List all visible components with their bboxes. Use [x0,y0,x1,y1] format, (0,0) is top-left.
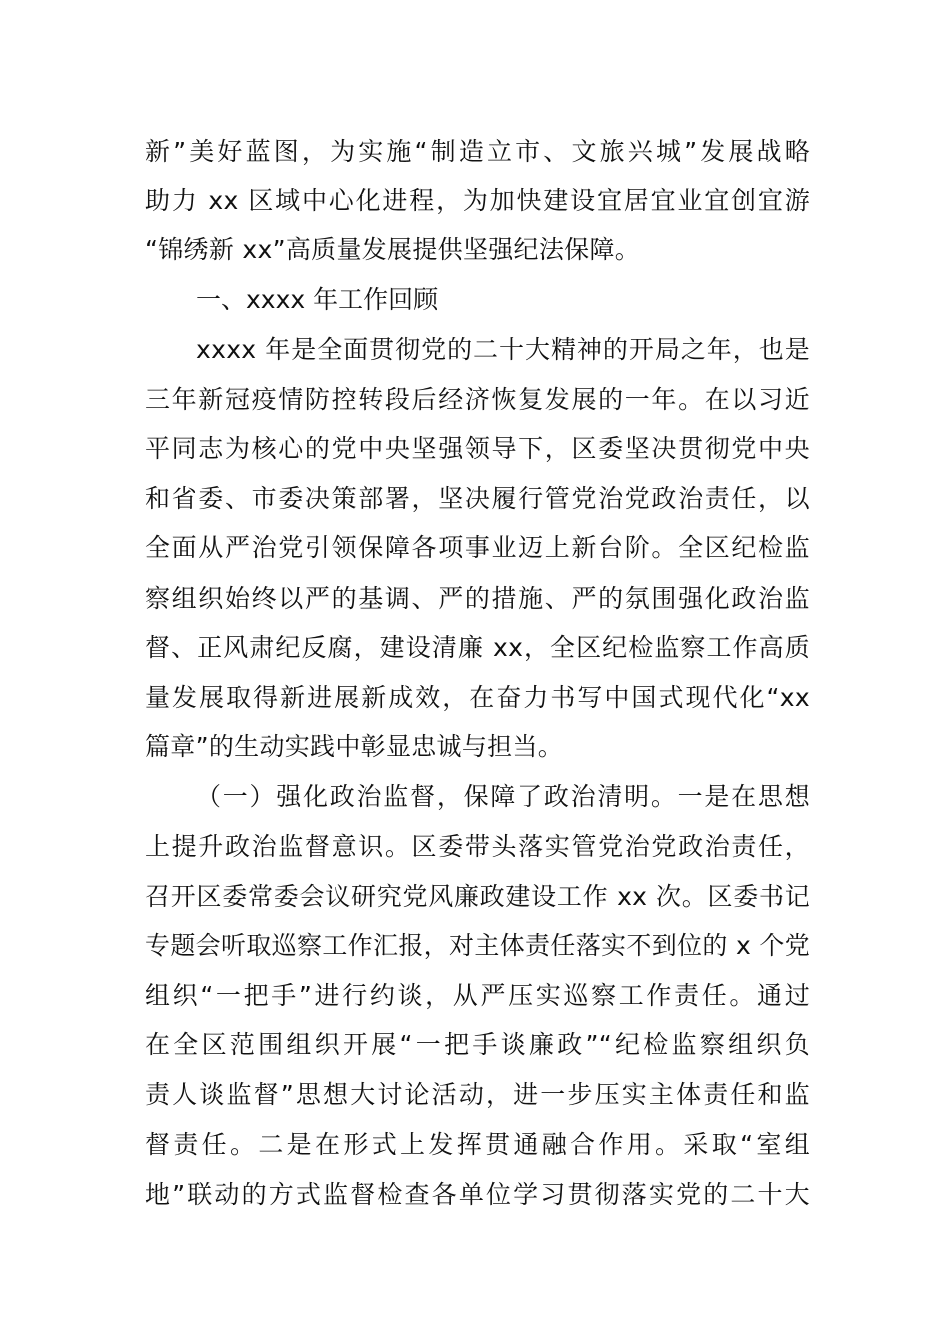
text-line: xxxx 年是全面贯彻党的二十大精神的开局之年，也是 [196,335,810,364]
text-line: 组织“一把手”进行约谈，从严压实巡察工作责任。通过 [145,981,810,1010]
text-line: 责人谈监督”思想大讨论活动，进一步压实主体责任和监 [145,1080,810,1109]
text-line: 平同志为核心的党中央坚强领导下，区委坚决贯彻党中央 [145,434,810,463]
text-line: 地”联动的方式监督检查各单位学习贯彻落实党的二十大 [145,1180,810,1209]
text-line: 和省委、市委决策部署，坚决履行管党治党政治责任，以 [145,484,810,513]
text-line: 察组织始终以严的基调、严的措施、严的氛围强化政治监 [145,584,810,613]
text-line: 三年新冠疫情防控转段后经济恢复发展的一年。在以习近 [145,385,810,414]
text-line: 督责任。二是在形式上发挥贯通融合作用。采取“室组 [145,1130,810,1159]
text-line: 召开区委常委会议研究党风廉政建设工作 xx 次。区委书记 [145,882,810,911]
text-line: 新”美好蓝图，为实施“制造立市、文旅兴城”发展战略 [145,137,810,166]
text-line: 督、正风肃纪反腐，建设清廉 xx，全区纪检监察工作高质 [145,633,810,662]
text-line: 助力 xx 区域中心化进程，为加快建设宜居宜业宜创宜游 [145,186,810,215]
text-line: 全面从严治党引领保障各项事业迈上新台阶。全区纪检监 [145,533,810,562]
text-line: 专题会听取巡察工作汇报，对主体责任落实不到位的 x 个党 [145,931,810,960]
section-heading: 一、xxxx 年工作回顾 [196,285,439,314]
text-line: 量发展取得新进展新成效，在奋力书写中国式现代化“xx [145,683,810,712]
text-line: 在全区范围组织开展“一把手谈廉政”“纪检监察组织负 [145,1030,810,1059]
subsection-line: （一）强化政治监督，保障了政治清明。一是在思想 [196,782,810,811]
text-line: “锦绣新 xx”高质量发展提供坚强纪法保障。 [145,235,641,264]
text-line: 篇章”的生动实践中彰显忠诚与担当。 [145,732,564,761]
text-line: 上提升政治监督意识。区委带头落实管党治党政治责任， [145,832,810,861]
